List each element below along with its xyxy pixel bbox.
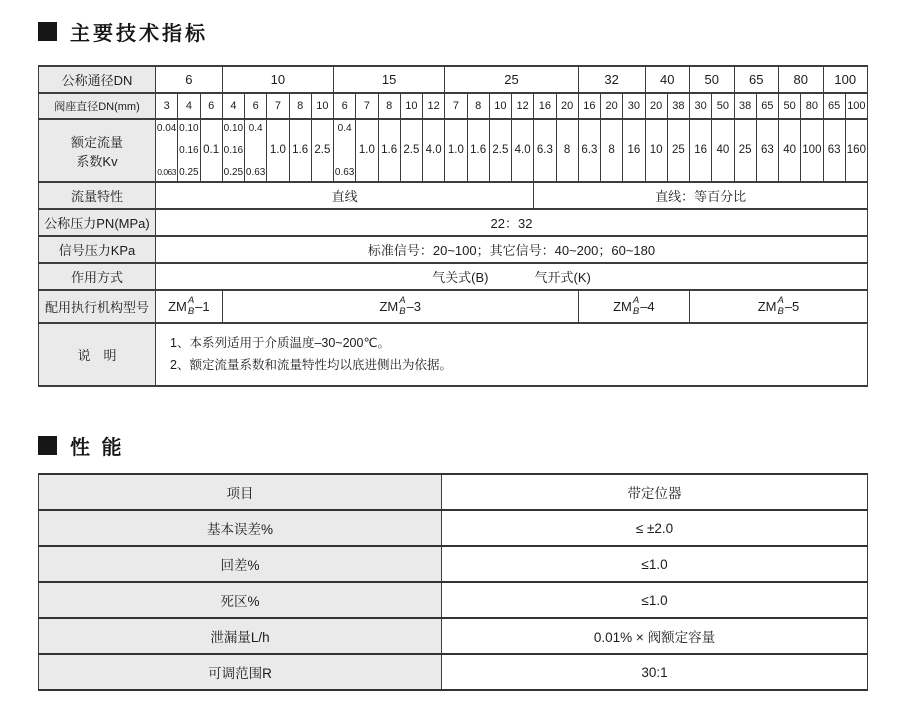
seat-cell: 16 [578, 93, 600, 119]
kv-cell: 40 [779, 119, 801, 182]
actuator-model: ZM A B –3 [379, 295, 422, 317]
dn-header-cell: 15 [334, 66, 445, 93]
dn-header-cell: 40 [645, 66, 690, 93]
row-label-flow: 流量特性 [39, 182, 156, 209]
actuator-model-cell [156, 290, 223, 323]
kv-cell: 2.5 [311, 119, 333, 182]
row-label-pressure: 公称压力PN(MPa) [39, 209, 156, 236]
seat-cell: 7 [445, 93, 467, 119]
actuator-model-cell [578, 290, 689, 323]
actuator-model-cell [222, 290, 578, 323]
seat-cell: 12 [423, 93, 445, 119]
kv-cell: 4.0 [423, 119, 445, 182]
perf-header-item: 项目 [39, 474, 442, 510]
kv-cell: 1.6 [467, 119, 489, 182]
perf-value-cell: ≤1.0 [442, 582, 868, 618]
kv-cell: 100 [801, 119, 823, 182]
dn-header-cell: 80 [779, 66, 824, 93]
seat-cell: 20 [556, 93, 578, 119]
seat-cell: 4 [222, 93, 244, 119]
dn-header-cell: 6 [156, 66, 223, 93]
seat-cell: 4 [178, 93, 200, 119]
seat-cell: 65 [756, 93, 778, 119]
dn-header-cell: 65 [734, 66, 779, 93]
kv-cell: 1.0 [356, 119, 378, 182]
kv-cell: 0.4 0.63 [334, 119, 356, 182]
actuator-model: ZM A B –5 [757, 295, 800, 317]
seat-cell: 12 [512, 93, 534, 119]
seat-cell: 16 [534, 93, 556, 119]
seat-cell: 10 [400, 93, 422, 119]
perf-item-cell: 泄漏量L/h [39, 618, 442, 654]
row-label-dn: 公称通径DN [39, 66, 156, 93]
seat-cell: 6 [334, 93, 356, 119]
seat-cell: 30 [623, 93, 645, 119]
kv-cell: 25 [667, 119, 689, 182]
row-label-kv: 额定流量 系数Kv [39, 119, 156, 182]
perf-row [39, 510, 868, 546]
actuator-model-cell [690, 290, 868, 323]
kv-cell: 2.5 [400, 119, 422, 182]
kv-cell: 6.3 [534, 119, 556, 182]
kv-cell: 10 [645, 119, 667, 182]
kv-cell: 0.1 [200, 119, 222, 182]
seat-cell: 20 [645, 93, 667, 119]
kv-cell: 1.6 [378, 119, 400, 182]
kv-cell: 16 [623, 119, 645, 182]
perf-item-cell: 可调范围R [39, 654, 442, 690]
perf-row [39, 618, 868, 654]
seat-cell: 7 [356, 93, 378, 119]
perf-header-positioner: 带定位器 [442, 474, 868, 510]
dn-header-cell: 10 [222, 66, 333, 93]
spec-table [38, 65, 868, 387]
seat-cell: 38 [734, 93, 756, 119]
perf-row [39, 582, 868, 618]
dn-header-cell: 32 [578, 66, 645, 93]
kv-cell: 0.10 0.16 0.25 [222, 119, 244, 182]
note-line: 2、额定流量系数和流量特性均以底进侧出为依据。 [170, 357, 452, 372]
kv-cell: 25 [734, 119, 756, 182]
perf-value-cell: ≤ ±2.0 [442, 510, 868, 546]
signal-value-cell: 标准信号：20~100；其它信号：40~200；60~180 [156, 236, 868, 263]
performance-table [38, 473, 868, 691]
row-label-action: 作用方式 [39, 263, 156, 290]
perf-row [39, 654, 868, 690]
seat-cell: 65 [823, 93, 845, 119]
pressure-value-cell: 22：32 [156, 209, 868, 236]
kv-cell: 4.0 [512, 119, 534, 182]
actuator-model: ZM A B –4 [613, 295, 655, 317]
kv-cell: 6.3 [578, 119, 600, 182]
seat-cell: 80 [801, 93, 823, 119]
seat-cell: 3 [156, 93, 178, 119]
kv-cell: 63 [756, 119, 778, 182]
row-label-actuator: 配用执行机构型号 [39, 290, 156, 323]
seat-cell: 100 [845, 93, 867, 119]
section-title-performance [38, 431, 906, 460]
perf-value-cell: 30:1 [442, 654, 868, 690]
dn-header-cell: 50 [690, 66, 735, 93]
kv-cell: 16 [690, 119, 712, 182]
section-title-specs [38, 0, 906, 46]
seat-cell: 6 [245, 93, 267, 119]
seat-cell: 8 [378, 93, 400, 119]
seat-cell: 50 [779, 93, 801, 119]
seat-cell: 10 [489, 93, 511, 119]
kv-cell: 8 [556, 119, 578, 182]
note-line: 1、本系列适用于介质温度–30~200℃。 [170, 336, 391, 351]
row-label-seat: 阀座直径DN(mm) [39, 93, 156, 119]
dn-header-cell: 25 [445, 66, 579, 93]
kv-cell: 2.5 [489, 119, 511, 182]
seat-cell: 10 [311, 93, 333, 119]
section-title-text: 性 能 [70, 437, 125, 459]
kv-cell: 1.0 [445, 119, 467, 182]
perf-value-cell: ≤1.0 [442, 546, 868, 582]
kv-cell: 63 [823, 119, 845, 182]
row-label-signal: 信号压力KPa [39, 236, 156, 263]
notes-cell [156, 323, 868, 386]
perf-row [39, 546, 868, 582]
dn-header-cell: 100 [823, 66, 868, 93]
seat-cell: 8 [289, 93, 311, 119]
kv-cell: 40 [712, 119, 734, 182]
perf-item-cell: 死区% [39, 582, 442, 618]
actuator-model: ZM A B –1 [168, 295, 210, 317]
flow-span-cell: 直线：等百分比 [534, 182, 868, 209]
seat-cell: 38 [667, 93, 689, 119]
kv-cell: 8 [601, 119, 623, 182]
kv-cell: 0.04 0.063 [156, 119, 178, 182]
seat-cell: 6 [200, 93, 222, 119]
action-value-cell [156, 263, 868, 290]
seat-cell: 50 [712, 93, 734, 119]
flow-span-cell: 直线 [156, 182, 534, 209]
kv-cell: 160 [845, 119, 867, 182]
title-square-icon [38, 436, 57, 455]
seat-cell: 20 [601, 93, 623, 119]
perf-item-cell: 基本误差% [39, 510, 442, 546]
action-option: 气关式(B) [432, 270, 489, 285]
kv-cell: 1.6 [289, 119, 311, 182]
seat-cell: 7 [267, 93, 289, 119]
title-square-icon [38, 22, 57, 41]
kv-cell: 0.10 0.16 0.25 [178, 119, 200, 182]
perf-item-cell: 回差% [39, 546, 442, 582]
kv-cell: 0.4 0.63 [245, 119, 267, 182]
perf-value-cell: 0.01% × 阀额定容量 [442, 618, 868, 654]
seat-cell: 8 [467, 93, 489, 119]
seat-cell: 30 [690, 93, 712, 119]
section-title-text: 主要技术指标 [70, 23, 208, 45]
action-option: 气开式(K) [534, 270, 591, 285]
kv-cell: 1.0 [267, 119, 289, 182]
row-label-notes: 说 明 [39, 323, 156, 386]
